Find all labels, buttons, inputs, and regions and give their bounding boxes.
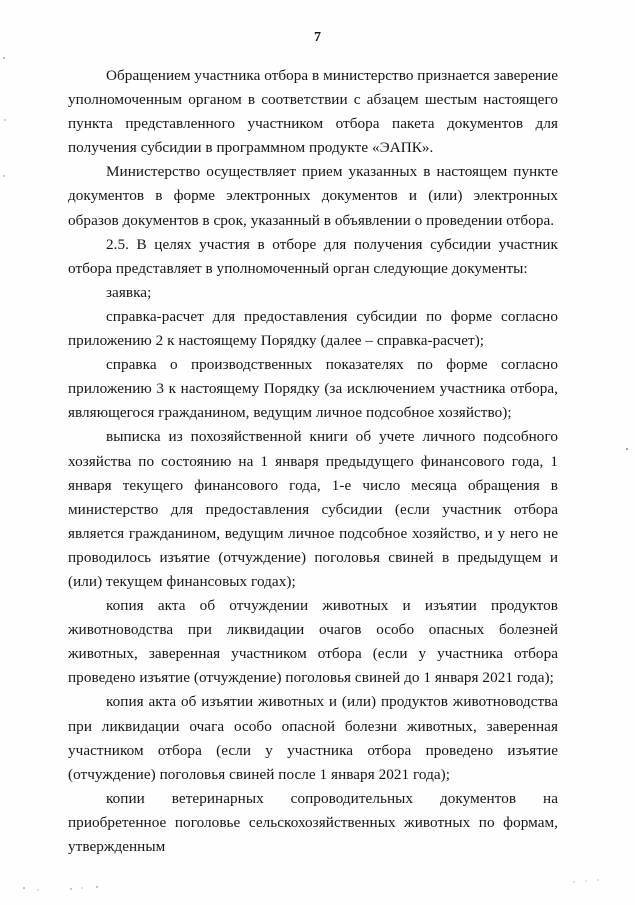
paragraph-ministry-acceptance: Министерство осуществляет прием указанных в настоящем пункте документов в форме электронных документов и (или) электронных образов документов в срок, указанный в объявлении о проведении отбора. [68, 163, 558, 229]
list-item-seizure-act-copy: копия акта об изъятии животных и (или) продуктов животноводства при ликвидации очага особо опасной болезни животных, заверенная участником отбора (если у участника отбора проведено изъятие (отчуждение) поголовья свиней после 1 января 2021 года); [68, 693, 558, 783]
paragraph-applicant-appeal: Обращением участника отбора в министерство признается заверение уполномоченным органом в соответствии с абзацем шестым настоящего пункта представленного участником отбора пакета документов для получения субсидии в программном продукте «ЭАПК». [68, 67, 559, 157]
list-item-veterinary-documents: копии ветеринарных сопроводительных документов на приобретенное поголовье сельскохозяйственных животных по формам, утвержденным [68, 789, 558, 855]
list-item-calculation-certificate: справка-расчет для предоставления субсидии по форме согласно приложению 2 к настоящему Порядку (далее – справка-расчет); [68, 307, 558, 350]
document-body [68, 64, 558, 859]
list-item-production-indicators: справка о производственных показателях по форме согласно приложению 3 к настоящему Порядку (за исключением участника отбора, являющегося гражданином, ведущим личное подсобное хозяйство); [68, 356, 558, 422]
page-number: 7 [314, 30, 321, 45]
list-item-application: заявка; [106, 283, 152, 301]
list-item-household-book-extract: выписка из похозяйственной книги об учете личного подсобного хозяйства по состоянию на 1 января предыдущего финансового года, 1 января текущего финансового года, 1-е число месяца обращения в министерство для предоставления субсидии (если участник отбора является гражданином, ведущим личное подсобное хозяйство, и у него не проводилось изъятие (отчуждение) поголовья свиней в предыдущем и (или) текущем финансовых годах); [68, 428, 558, 590]
list-item-alienation-act-copy: копия акта об отчуждении животных и изъятии продуктов животноводства при ликвидации очагов особо опасных болезней животных, заверенная участником отбора (если у участника отбора проведено изъятие (отчуждение) поголовья свиней до 1 января 2021 года); [68, 597, 558, 687]
paragraph-2-5: 2.5. В целях участия в отборе для получения субсидии участник отбора представляет в уполномоченный орган следующие документы: [68, 235, 558, 277]
